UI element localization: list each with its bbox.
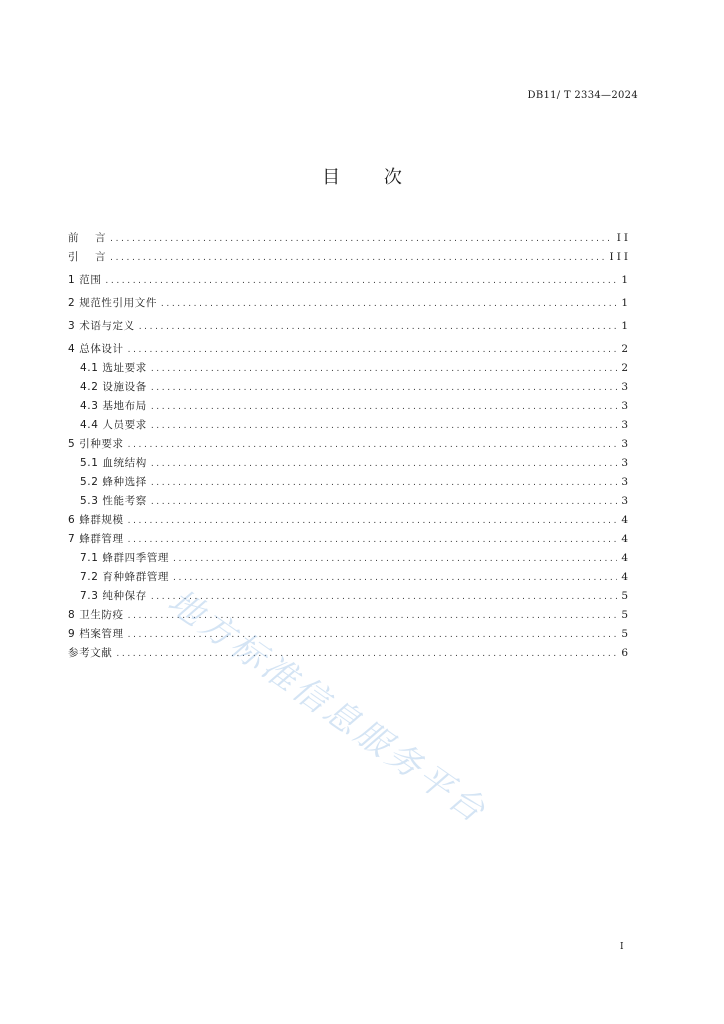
- toc-leader-dots: [173, 569, 617, 588]
- toc-leader-dots: [173, 550, 617, 569]
- toc-entry-label: 5.1 血统结构: [80, 457, 147, 469]
- toc-entry-label: 5 引种要求: [68, 438, 124, 450]
- page-number: I: [620, 942, 624, 952]
- toc-entry-label: 9 档案管理: [68, 628, 124, 640]
- toc-leader-dots: [139, 318, 618, 337]
- toc-entry-page: II: [616, 232, 631, 244]
- toc-entry-page: 5: [621, 590, 631, 602]
- toc-entry-label: 4 总体设计: [68, 343, 124, 355]
- toc-entry-label: 7.1 蜂群四季管理: [80, 552, 170, 564]
- toc-entry-page: 3: [621, 457, 631, 469]
- toc-entry[interactable]: [68, 587, 631, 606]
- toc-entry[interactable]: [68, 340, 631, 359]
- toc-entry[interactable]: [68, 454, 631, 473]
- toc-entry[interactable]: [68, 271, 631, 290]
- toc-entry[interactable]: [68, 644, 631, 663]
- toc-entry[interactable]: [68, 625, 631, 644]
- watermark: 地方标准信息服务平台: [160, 581, 495, 833]
- toc-entry[interactable]: [68, 248, 631, 267]
- toc-entry-page: 3: [621, 438, 631, 450]
- toc-entry-page: 1: [621, 297, 631, 309]
- toc-entry[interactable]: [68, 492, 631, 511]
- toc-leader-dots: [128, 436, 618, 455]
- toc-leader-dots: [105, 272, 617, 291]
- toc-entry-label: 8 卫生防疫: [68, 609, 124, 621]
- toc-entry-page: 2: [621, 343, 631, 355]
- toc-entry[interactable]: [68, 359, 631, 378]
- toc-leader-dots: [151, 398, 617, 417]
- toc-leader-dots: [110, 230, 613, 249]
- toc-entry[interactable]: [68, 473, 631, 492]
- toc-entry[interactable]: [68, 549, 631, 568]
- toc-entry-label: 4.2 设施设备: [80, 381, 147, 393]
- toc-leader-dots: [116, 645, 617, 664]
- toc-entry-page: 1: [621, 274, 631, 286]
- toc-entry-page: 5: [621, 609, 631, 621]
- toc-entry-label: 引 言: [68, 251, 107, 263]
- toc-entry-page: 3: [621, 381, 631, 393]
- toc-entry-page: 2: [621, 362, 631, 374]
- toc-leader-dots: [151, 417, 617, 436]
- toc-leader-dots: [151, 360, 617, 379]
- toc-entry-label: 2 规范性引用文件: [68, 297, 157, 309]
- table-of-contents: [68, 229, 631, 663]
- toc-leader-dots: [110, 249, 605, 268]
- toc-entry-page: 3: [621, 419, 631, 431]
- toc-leader-dots: [151, 474, 617, 493]
- toc-entry-page: 1: [621, 320, 631, 332]
- toc-entry[interactable]: [68, 435, 631, 454]
- toc-leader-dots: [128, 341, 618, 360]
- toc-entry-page: 5: [621, 628, 631, 640]
- toc-entry[interactable]: [68, 294, 631, 313]
- toc-entry-page: 3: [621, 476, 631, 488]
- toc-entry[interactable]: [68, 568, 631, 587]
- toc-entry[interactable]: [68, 378, 631, 397]
- toc-entry-label: 3 术语与定义: [68, 320, 135, 332]
- toc-entry-label: 4.4 人员要求: [80, 419, 147, 431]
- toc-entry-label: 6 蜂群规模: [68, 514, 124, 526]
- toc-entry[interactable]: [68, 511, 631, 530]
- toc-entry-page: 4: [621, 514, 631, 526]
- toc-leader-dots: [128, 531, 618, 550]
- toc-entry[interactable]: [68, 397, 631, 416]
- toc-entry-label: 7.3 纯种保存: [80, 590, 147, 602]
- toc-entry-page: 4: [621, 552, 631, 564]
- toc-entry-label: 4.1 选址要求: [80, 362, 147, 374]
- toc-entry-page: 6: [621, 647, 631, 659]
- toc-entry[interactable]: [68, 229, 631, 248]
- toc-entry-label: 前 言: [68, 232, 107, 244]
- toc-entry-page: 4: [621, 571, 631, 583]
- toc-leader-dots: [128, 512, 618, 531]
- toc-entry-label: 5.2 蜂种选择: [80, 476, 147, 488]
- toc-entry[interactable]: [68, 416, 631, 435]
- toc-leader-dots: [151, 455, 617, 474]
- document-code: DB11/ T 2334—2024: [527, 90, 638, 101]
- toc-entry-label: 4.3 基地布局: [80, 400, 147, 412]
- toc-entry-label: 5.3 性能考察: [80, 495, 147, 507]
- toc-entry-page: 3: [621, 400, 631, 412]
- toc-leader-dots: [151, 379, 617, 398]
- toc-entry-label: 7 蜂群管理: [68, 533, 124, 545]
- toc-entry-label: 1 范围: [68, 274, 102, 286]
- toc-entry-page: III: [609, 251, 631, 263]
- toc-entry-page: 4: [621, 533, 631, 545]
- toc-entry[interactable]: [68, 606, 631, 625]
- toc-entry-label: 7.2 育种蜂群管理: [80, 571, 170, 583]
- toc-entry[interactable]: [68, 530, 631, 549]
- toc-entry-label: 参考文献: [68, 647, 113, 659]
- toc-entry-page: 3: [621, 495, 631, 507]
- toc-leader-dots: [161, 295, 617, 314]
- toc-entry[interactable]: [68, 317, 631, 336]
- toc-title: 目 次: [322, 167, 402, 188]
- toc-leader-dots: [151, 493, 617, 512]
